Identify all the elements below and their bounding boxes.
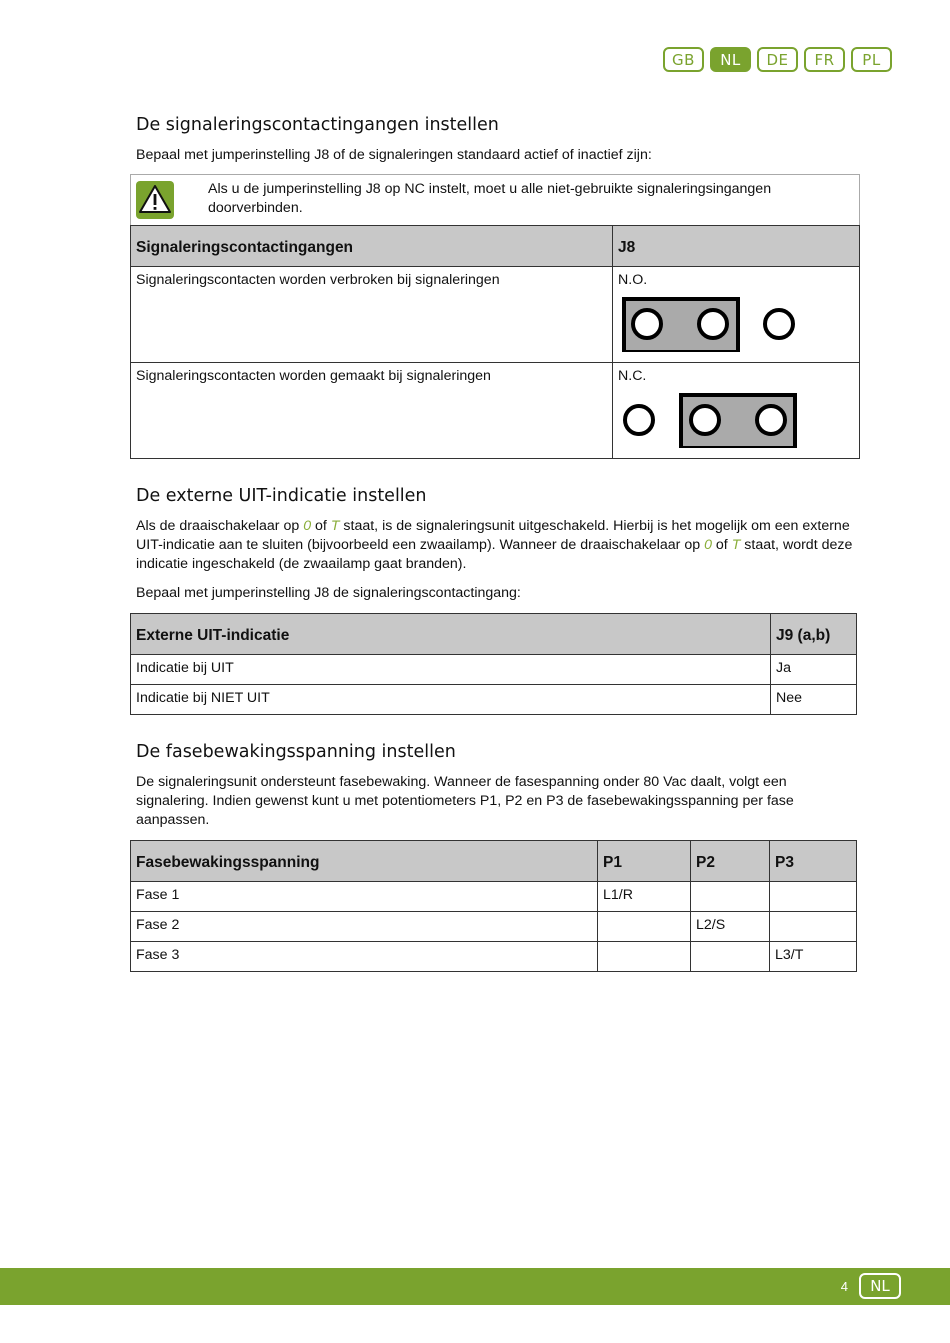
section-intro: Bepaal met jumperinstelling J8 of de signaleringen standaard actief of inactief zijn:: [136, 147, 652, 163]
table-header: Fasebewakingsspanning: [131, 841, 598, 882]
j9-table: [130, 613, 857, 715]
lang-tab-pl[interactable]: PL: [851, 47, 892, 72]
warning-box: [130, 174, 860, 225]
warning-icon: [136, 181, 174, 219]
table-cell: [770, 912, 857, 942]
footer-lang-badge: NL: [859, 1273, 901, 1299]
table-cell: Ja: [771, 655, 857, 685]
table-cell: L3/T: [770, 942, 857, 972]
table-row: [131, 882, 857, 912]
table-cell: Signaleringscontacten worden verbroken bij signaleringen: [131, 267, 613, 363]
table-row: [131, 942, 857, 972]
table-header: P1: [598, 841, 691, 882]
jumper-setting-label: N.C.: [618, 368, 647, 384]
footer-bar: [0, 1268, 950, 1305]
table-cell: Indicatie bij UIT: [131, 655, 771, 685]
table-cell: L2/S: [691, 912, 770, 942]
table-cell: Indicatie bij NIET UIT: [131, 685, 771, 715]
jumper-setting-label: N.O.: [618, 272, 648, 288]
table-cell: [691, 942, 770, 972]
table-cell: Signaleringscontacten worden gemaakt bij signaleringen: [131, 363, 613, 459]
table-cell: Fase 2: [131, 912, 598, 942]
table-header: Signaleringscontactingangen: [131, 226, 613, 267]
lang-tab-nl[interactable]: NL: [710, 47, 751, 72]
table-row: [131, 655, 857, 685]
section-paragraph: Bepaal met jumperinstelling J8 de signaleringscontactingang:: [136, 585, 521, 601]
table-cell: [598, 942, 691, 972]
section-title-external-off: De externe UIT-indicatie instellen: [136, 486, 427, 506]
section-paragraph: De signaleringsunit ondersteunt fasebewaking. Wanneer de fasespanning onder 80 Vac daalt, volgt een signalering. Indien gewenst kunt u met potentiometers P1, P2 en P3 de fasebewakingsspanning per fase aanpassen.: [136, 774, 794, 828]
lang-tab-gb[interactable]: GB: [663, 47, 704, 72]
section-paragraph: Als de draaischakelaar op 0 of T staat, is de signaleringsunit uitgeschakeld. Hierbij is het mogelijk om een externe UIT-indicatie aan te sluiten (bijvoorbeeld een zwaailamp). Wanneer de draaischakelaar op 0 of T staat, wordt deze indicatie ingeschakeld (de zwaailamp gaat branden).: [136, 518, 853, 572]
jumper-no-diagram: [618, 288, 854, 352]
table-cell: Nee: [771, 685, 857, 715]
table-cell: [613, 267, 860, 363]
section-title-phase-monitoring: De fasebewakingsspanning instellen: [136, 742, 456, 762]
table-row: [131, 363, 860, 459]
table-row: [131, 267, 860, 363]
table-cell: Fase 1: [131, 882, 598, 912]
table-cell: Fase 3: [131, 942, 598, 972]
section-title-signal-inputs: De signaleringscontactingangen instellen: [136, 115, 499, 135]
table-cell: [613, 363, 860, 459]
table-header: J8: [613, 226, 860, 267]
table-cell: [598, 912, 691, 942]
table-header: P3: [770, 841, 857, 882]
lang-tab-fr[interactable]: FR: [804, 47, 845, 72]
table-header: Externe UIT-indicatie: [131, 614, 771, 655]
table-cell: [691, 882, 770, 912]
jumper-nc-diagram: [618, 384, 854, 448]
lang-tab-de[interactable]: DE: [757, 47, 798, 72]
j8-table: [130, 225, 860, 459]
language-tabs: [663, 47, 892, 72]
table-header: P2: [691, 841, 770, 882]
table-row: [131, 912, 857, 942]
page-number: 4: [840, 1279, 848, 1294]
table-cell: [770, 882, 857, 912]
table-header: J9 (a,b): [771, 614, 857, 655]
table-cell: L1/R: [598, 882, 691, 912]
phase-table: [130, 840, 857, 972]
table-row: [131, 685, 857, 715]
warning-text: Als u de jumperinstelling J8 op NC instelt, moet u alle niet-gebruikte signaleringsingangen doorverbinden.: [208, 181, 772, 216]
